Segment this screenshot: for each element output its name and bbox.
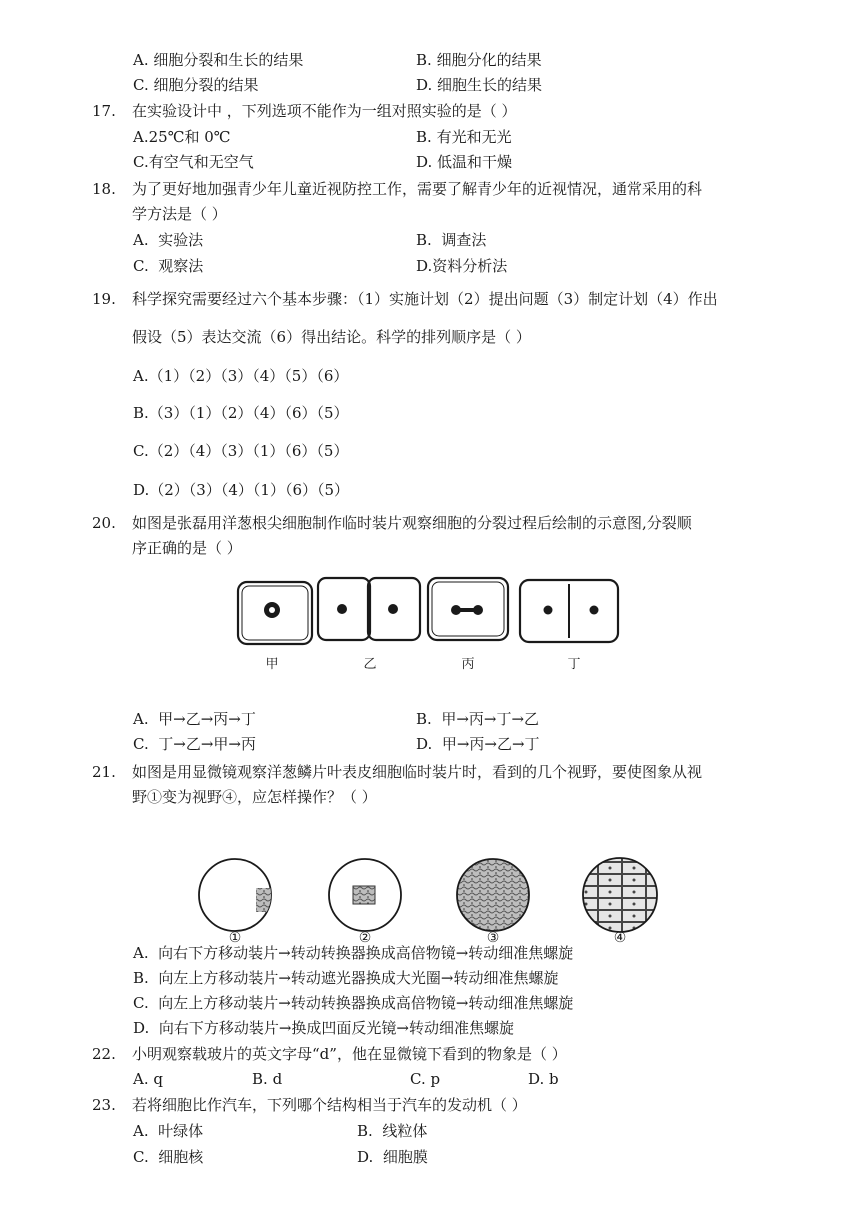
q22-stem: 22. 小明观察载玻片的英文字母“d”，他在显微镜下看到的物象是（ ） xyxy=(92,1045,567,1063)
nucleus-yi-left xyxy=(337,604,347,614)
nucleus-ding-left xyxy=(544,606,553,615)
q23-option-d: D. 细胞膜 xyxy=(357,1148,428,1166)
nucleus-ding-right xyxy=(590,606,599,615)
q22-option-d: D. b xyxy=(528,1070,559,1088)
q16-option-c: C. 细胞分裂的结果 xyxy=(133,76,259,94)
q16-option-d: D. 细胞生长的结果 xyxy=(416,76,543,94)
q19-stem-line1: 19. 科学探究需要经过六个基本步骤：（1）实施计划（2）提出问题（3）制定计划（4）作出 xyxy=(92,290,718,308)
q19-stem-line2: 假设（5）表达交流（6）得出结论。科学的排列顺序是（ ） xyxy=(132,328,531,346)
q21-stem-line2: 野①变为视野④，应怎样操作？（ ） xyxy=(132,788,377,806)
field-3 xyxy=(457,859,529,931)
label-field-1: ① xyxy=(228,930,242,945)
q16-option-b: B. 细胞分化的结果 xyxy=(416,51,542,69)
q18-stem-line2: 学方法是（ ） xyxy=(132,205,227,223)
label-field-2: ② xyxy=(358,930,372,945)
q20-stem-line1: 20. 如图是张磊用洋葱根尖细胞制作临时装片观察细胞的分裂过程后绘制的示意图,分裂顺 xyxy=(92,514,692,532)
q23-stem: 23. 若将细胞比作汽车，下列哪个结构相当于汽车的发动机（ ） xyxy=(92,1096,527,1114)
nucleus-yi-right xyxy=(388,604,398,614)
q23-option-a: A. 叶绿体 xyxy=(133,1122,204,1140)
q18-option-d: D.资料分析法 xyxy=(416,257,508,275)
q21-option-c: C. 向左上方移动装片→转动转换器换成高倍物镜→转动细准焦螺旋 xyxy=(133,994,574,1012)
q17-option-c: C.有空气和无空气 xyxy=(133,153,254,171)
q22-option-c: C. p xyxy=(410,1070,441,1088)
microscope-fields-figure xyxy=(190,850,670,945)
q21-option-a: A. 向右下方移动装片→转动转换器换成高倍物镜→转动细准焦螺旋 xyxy=(133,944,574,962)
label-field-4: ④ xyxy=(613,930,627,945)
q19-option-d: D.（2）（3）（4）（1）（6）（5） xyxy=(133,481,350,499)
label-field-3: ③ xyxy=(486,930,500,945)
field-2 xyxy=(329,859,401,931)
q18-option-b: B. 调查法 xyxy=(416,231,487,249)
field-4 xyxy=(583,858,657,932)
q23-option-b: B. 线粒体 xyxy=(357,1122,428,1140)
q18-option-c: C. 观察法 xyxy=(133,257,204,275)
q20-stem-line2: 序正确的是（ ） xyxy=(132,539,242,557)
q21-option-d: D. 向右下方移动装片→换成凹面反光镜→转动细准焦螺旋 xyxy=(133,1019,514,1037)
q16-option-a: A. 细胞分裂和生长的结果 xyxy=(133,51,304,69)
q17-option-d: D. 低温和干燥 xyxy=(416,153,513,171)
label-ding: 丁 xyxy=(567,657,581,672)
q19-option-b: B.（3）（1）（2）（4）（6）（5） xyxy=(133,404,349,422)
q18-option-a: A. 实验法 xyxy=(133,231,204,249)
q17-stem: 17. 在实验设计中 ，下列选项不能作为一组对照实验的是（ ） xyxy=(92,102,517,120)
q20-option-c: C. 丁→乙→甲→丙 xyxy=(133,735,256,753)
label-jia: 甲 xyxy=(265,657,279,672)
label-bing: 丙 xyxy=(461,657,475,672)
q19-option-c: C.（2）（4）（3）（1）（6）（5） xyxy=(133,442,349,460)
label-yi: 乙 xyxy=(363,657,377,672)
q22-option-a: A. q xyxy=(133,1070,163,1088)
q23-option-c: C. 细胞核 xyxy=(133,1148,204,1166)
q21-option-b: B. 向左上方移动装片→转动遮光器换成大光圈→转动细准焦螺旋 xyxy=(133,969,559,987)
q21-stem-line1: 21. 如图是用显微镜观察洋葱鳞片叶表皮细胞临时装片时，看到的几个视野，要使图象从视 xyxy=(92,763,703,781)
q20-option-b: B. 甲→丙→丁→乙 xyxy=(416,710,540,728)
nucleus-bing-right xyxy=(473,605,483,615)
q19-option-a: A.（1）（2）（3）（4）（5）（6） xyxy=(133,367,349,385)
q20-option-a: A. 甲→乙→丙→丁 xyxy=(133,710,256,728)
field-1 xyxy=(199,859,276,931)
cell-division-figure xyxy=(228,570,628,675)
q22-option-b: B. d xyxy=(252,1070,283,1088)
q20-option-d: D. 甲→丙→乙→丁 xyxy=(416,735,540,753)
q18-stem-line1: 18. 为了更好地加强青少年儿童近视防控工作，需要了解青少年的近视情况，通常采用的科 xyxy=(92,180,703,198)
q17-option-a: A.25℃和 0℃ xyxy=(133,128,231,146)
q17-option-b: B. 有光和无光 xyxy=(416,128,512,146)
